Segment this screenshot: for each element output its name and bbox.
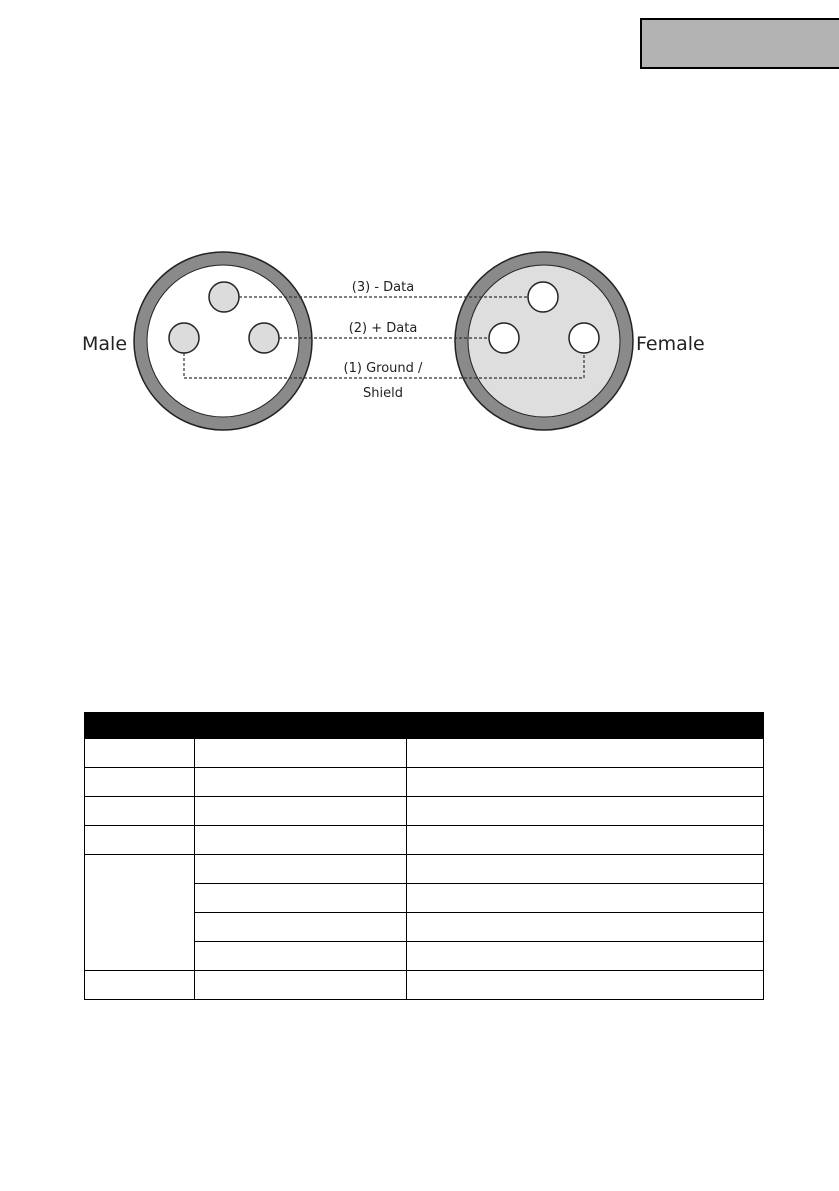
pin3-label: (3) - Data [351, 280, 415, 295]
table-cell [195, 971, 407, 1000]
table-cell [407, 826, 764, 855]
table-cell [407, 913, 764, 942]
header-cell [407, 713, 764, 739]
table-cell [407, 855, 764, 884]
table-cell [85, 739, 195, 768]
xlr-diagram-svg [0, 0, 839, 460]
xlr-wiring-diagram [0, 0, 839, 460]
header-cell [85, 713, 195, 739]
header-cell [195, 713, 407, 739]
pin1-label-line1: (1) Ground / [343, 361, 423, 376]
pin1-label-line2: Shield [363, 386, 403, 401]
table-cell [407, 768, 764, 797]
table-cell [195, 739, 407, 768]
male-pin-2 [249, 323, 279, 353]
female-label: Female [636, 333, 705, 355]
table-cell [85, 768, 195, 797]
table-row [85, 768, 764, 797]
table-cell [195, 797, 407, 826]
table-cell [85, 797, 195, 826]
table-row [85, 971, 764, 1000]
male-connector [134, 252, 312, 430]
table-cell [407, 942, 764, 971]
female-pin-3 [528, 282, 558, 312]
table-row [85, 855, 764, 884]
table-cell [195, 855, 407, 884]
table-cell [407, 797, 764, 826]
table-cell [407, 971, 764, 1000]
female-pin-2 [489, 323, 519, 353]
male-pin-3 [209, 282, 239, 312]
spec-table [84, 712, 764, 1000]
table-row [85, 797, 764, 826]
table-row [85, 739, 764, 768]
table-cell [195, 942, 407, 971]
table-cell [195, 768, 407, 797]
table-header-row [85, 713, 764, 739]
female-pin-1 [569, 323, 599, 353]
male-label: Male [82, 333, 128, 355]
table-cell [195, 913, 407, 942]
pin2-label: (2) + Data [348, 321, 418, 336]
table-cell-merged [85, 855, 195, 971]
table-cell [195, 884, 407, 913]
table-cell [195, 826, 407, 855]
female-connector [455, 252, 633, 430]
table-cell [407, 884, 764, 913]
table-cell [85, 826, 195, 855]
male-pin-1 [169, 323, 199, 353]
table-cell [407, 739, 764, 768]
table-row [85, 826, 764, 855]
table-cell [85, 971, 195, 1000]
